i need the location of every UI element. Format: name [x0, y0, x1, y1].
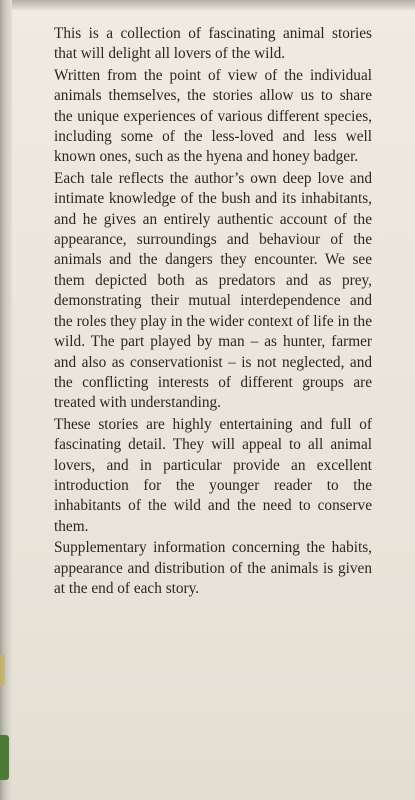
blurb-paragraph-4: These stories are highly entertaining and full of fascinating detail. They will appeal to all animal lovers, and in particular provide an excellent introduction for the younger reader to the inhabitants of the wild and the need to conserve them.	[54, 415, 372, 535]
cover-color-mark	[0, 655, 5, 685]
blurb-paragraph-3: Each tale reflects the author’s own deep love and intimate knowledge of the bush and its inhabitants, and he gives an entirely authentic account of the appearance, surroundings and behaviour of the animals and the dangers they encounter. We see them depicted both as predators and as prey, demonstrating their mutual interdependence and the roles they play in the wider context of life in the wild. The part played by man – as hunter, farmer and also as conservationist – is not neglected, and the conflicting interests of different groups are treated with understanding.	[54, 169, 372, 412]
cover-color-mark	[0, 735, 9, 780]
blurb-text	[54, 24, 372, 599]
blurb-paragraph-5: Supplementary information concerning the habits, appearance and distribution of the animals is given at the end of each story.	[54, 539, 372, 597]
blurb-paragraph-1: This is a collection of fascinating animal stories that will delight all lovers of the wild.	[54, 25, 372, 63]
blurb-paragraph-2: Written from the point of view of the individual animals themselves, the stories allow us to share the unique experiences of various different species, including some of the less-loved and less well known ones, such as the hyena and honey badger.	[54, 66, 372, 166]
paper-top-edge	[0, 0, 415, 10]
